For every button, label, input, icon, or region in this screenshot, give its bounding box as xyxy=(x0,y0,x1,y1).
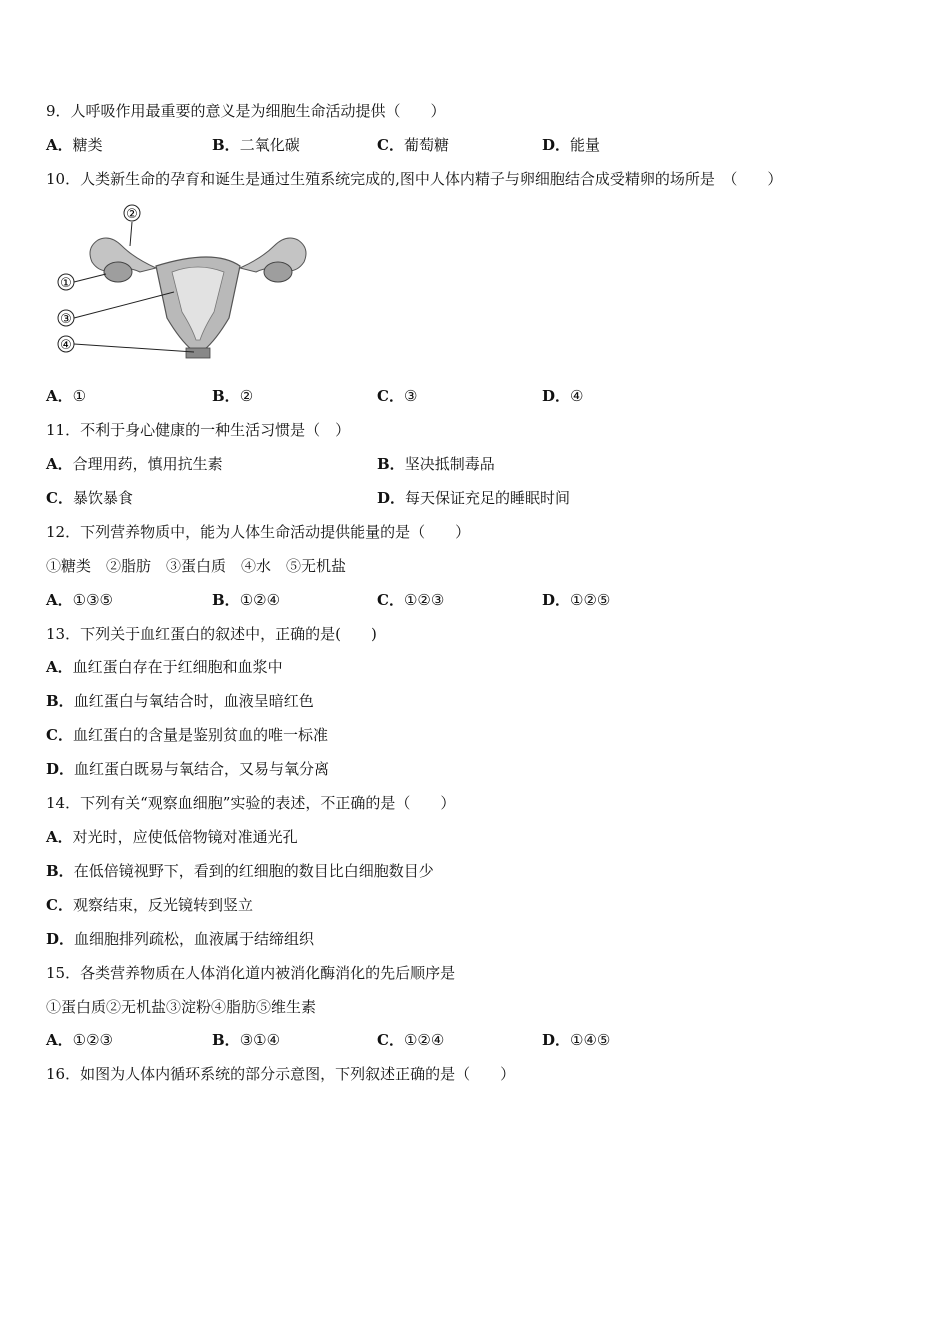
figure-label-4: ④ xyxy=(60,338,72,353)
q9-option-c[interactable]: C．葡萄糖 xyxy=(377,136,449,154)
q15-option-a[interactable]: A．①②③ xyxy=(46,1031,113,1049)
q13-option-d[interactable]: D．血红蛋白既易与氧结合，又易与氧分离 xyxy=(46,760,330,778)
q13-option-c[interactable]: C．血红蛋白的含量是鉴别贫血的唯一标准 xyxy=(46,726,328,744)
q15-items: ①蛋白质②无机盐③淀粉④脂肪⑤维生素 xyxy=(46,998,317,1016)
q12-option-a[interactable]: A．①③⑤ xyxy=(46,591,113,609)
q9-option-d[interactable]: D．能量 xyxy=(542,136,601,154)
q10-option-c[interactable]: C．③ xyxy=(377,387,418,405)
q10-option-b[interactable]: B．② xyxy=(212,387,254,405)
q12-option-b[interactable]: B．①②④ xyxy=(212,591,281,609)
q10-stem: 10．人类新生命的孕育和诞生是通过生殖系统完成的,图中人体内精子与卵细胞结合成受精卵的场所是 （ ） xyxy=(46,170,783,188)
q14-option-d[interactable]: D．血细胞排列疏松，血液属于结缔组织 xyxy=(46,930,315,948)
q9-option-a[interactable]: A．糖类 xyxy=(46,136,103,154)
q14-option-a[interactable]: A．对光时，应使低倍物镜对准通光孔 xyxy=(46,828,298,846)
q11-stem: 11．不利于身心健康的一种生活习惯是（ ） xyxy=(46,421,351,439)
q15-options xyxy=(46,1030,846,1050)
q14-option-b[interactable]: B．在低倍镜视野下，看到的红细胞的数目比白细胞数目少 xyxy=(46,862,434,880)
q12-option-d[interactable]: D．①②⑤ xyxy=(542,591,611,609)
q11-option-a[interactable]: A．合理用药，慎用抗生素 xyxy=(46,455,223,473)
q12-stem: 12．下列营养物质中，能为人体生命活动提供能量的是（ ） xyxy=(46,523,471,541)
q12-option-c[interactable]: C．①②③ xyxy=(377,591,445,609)
figure-label-2: ② xyxy=(126,207,138,222)
q9-option-b[interactable]: B．二氧化碳 xyxy=(212,136,300,154)
q15-stem: 15．各类营养物质在人体消化道内被消化酶消化的先后顺序是 xyxy=(46,964,456,982)
q13-stem: 13．下列关于血红蛋白的叙述中，正确的是( ) xyxy=(46,625,377,643)
q13-option-a[interactable]: A．血红蛋白存在于红细胞和血浆中 xyxy=(46,658,283,676)
q14-option-c[interactable]: C．观察结束，反光镜转到竖立 xyxy=(46,896,253,914)
q9-stem: 9．人呼吸作用最重要的意义是为细胞生命活动提供（ ） xyxy=(46,102,446,120)
q10-options xyxy=(46,386,846,406)
figure-label-3: ③ xyxy=(60,312,72,327)
q14-stem: 14．下列有关“观察血细胞”实验的表述，不正确的是（ ） xyxy=(46,794,456,812)
figure-label-1: ① xyxy=(60,276,72,291)
q13-option-b[interactable]: B．血红蛋白与氧结合时，血液呈暗红色 xyxy=(46,692,314,710)
q12-options xyxy=(46,590,846,610)
q15-option-c[interactable]: C．①②④ xyxy=(377,1031,445,1049)
q11-option-d[interactable]: D．每天保证充足的睡眠时间 xyxy=(377,489,571,507)
q10-option-a[interactable]: A．① xyxy=(46,387,87,405)
q12-items: ①糖类 ②脂肪 ③蛋白质 ④水 ⑤无机盐 xyxy=(46,557,347,575)
q9-options xyxy=(46,135,846,155)
q16-stem: 16．如图为人体内循环系统的部分示意图，下列叙述正确的是（ ） xyxy=(46,1065,516,1083)
q11-options-row2 xyxy=(46,488,846,508)
q11-option-c[interactable]: C．暴饮暴食 xyxy=(46,489,133,507)
q15-option-b[interactable]: B．③①④ xyxy=(212,1031,281,1049)
q10-option-d[interactable]: D．④ xyxy=(542,387,584,405)
q11-option-b[interactable]: B．坚决抵制毒品 xyxy=(377,455,495,473)
q15-option-d[interactable]: D．①④⑤ xyxy=(542,1031,611,1049)
reproductive-system-figure xyxy=(44,200,314,370)
q11-options-row1 xyxy=(46,454,846,474)
